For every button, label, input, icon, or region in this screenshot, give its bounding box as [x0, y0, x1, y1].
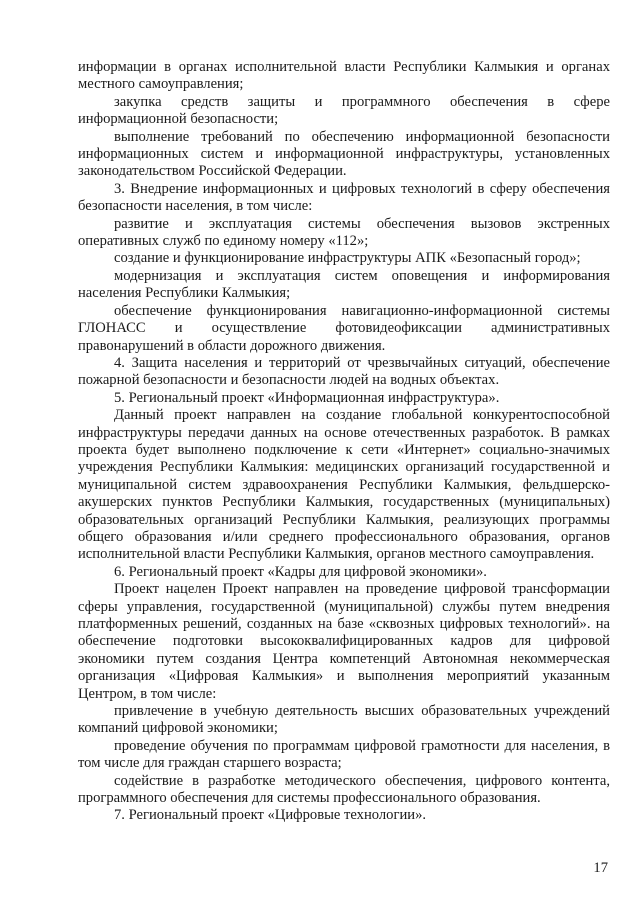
- paragraph: Данный проект направлен на создание глобальной конкурентоспособной инфраструктуры передачи данных на основе отечественных разработок. В рамках проекта будет выполнено подключение к сети «Интернет» социально-значимых учреждения Республики Калмыкия: медицинских организаций государственной и муниципальной систем здравоохранения Республики Калмыкия, фельдшерско-акушерских пунктов Республики Калмыкия, государственных (муниципальных) образовательных организаций Республики Калмыкия, реализующих программы общего образования и/или среднего профессионального образования, органов исполнительной власти Республики Калмыкия, органов местного самоуправления.: [78, 407, 610, 563]
- paragraph: 4. Защита населения и территорий от чрезвычайных ситуаций, обеспечение пожарной безопасности и безопасности людей на водных объектах.: [78, 354, 610, 389]
- paragraph: закупка средств защиты и программного обеспечения в сфере информационной безопасности;: [78, 93, 610, 128]
- paragraph: выполнение требований по обеспечению информационной безопасности информационных систем и информационной инфраструктуры, установленных законодательством Российской Федерации.: [78, 128, 610, 180]
- paragraph: привлечение в учебную деятельность высших образовательных учреждений компаний цифровой экономики;: [78, 703, 610, 737]
- paragraph: информации в органах исполнительной власти Республики Калмыкия и органах местного самоуправления;: [78, 59, 610, 93]
- page-number: 17: [593, 860, 608, 876]
- paragraph: 6. Региональный проект «Кадры для цифровой экономики».: [114, 563, 487, 580]
- paragraph: 3. Внедрение информационных и цифровых технологий в сферу обеспечения безопасности населения, в том числе:: [78, 180, 610, 215]
- paragraph: модернизация и эксплуатация систем оповещения и информирования населения Республики Калмыкия;: [78, 267, 610, 302]
- paragraph: 7. Региональный проект «Цифровые технологии».: [114, 807, 427, 824]
- paragraph: 5. Региональный проект «Информационная инфраструктура».: [114, 389, 500, 406]
- paragraph: обеспечение функционирования навигационно-информационной системы ГЛОНАСС и осуществление фотовидеофиксации административных правонарушений в области дорожного движения.: [78, 302, 610, 354]
- paragraph: проведение обучения по программам цифровой грамотности для населения, в том числе для граждан старшего возраста;: [78, 737, 610, 772]
- paragraph: содействие в разработке методического обеспечения, цифрового контента, программного обеспечения для системы профессионального образования.: [78, 772, 610, 807]
- document-body: [78, 59, 610, 825]
- paragraph: развитие и эксплуатация системы обеспечения вызовов экстренных оперативных служб по единому номеру «112»;: [78, 215, 610, 250]
- paragraph: Проект нацелен Проект направлен на проведение цифровой трансформации сферы управления, государственной (муниципальной) службы путем внедрения платформенных решений, созданных на базе «сквозных цифровых технологий». на обеспечение подготовки высококвалифицированных кадров для цифровой экономики путем создания Центра компетенций Автономная некоммерческая организация «Цифровая Калмыкия» и выполнения мероприятий указанным Центром, в том числе:: [78, 581, 610, 702]
- paragraph: создание и функционирование инфраструктуры АПК «Безопасный город»;: [114, 250, 581, 267]
